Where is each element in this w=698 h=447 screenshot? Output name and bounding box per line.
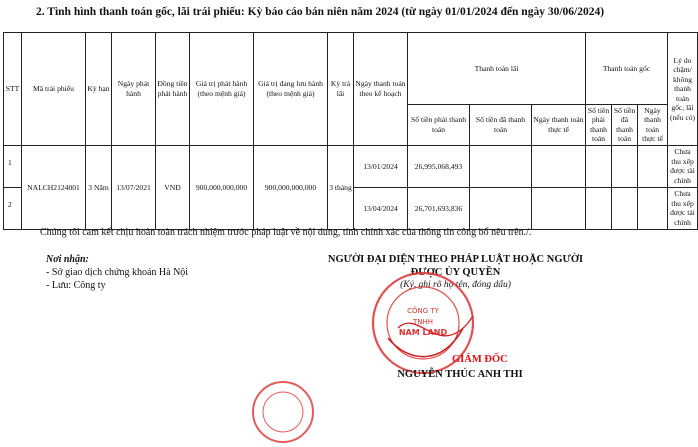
col-stt: STT — [4, 33, 22, 146]
interest-period: 3 tháng — [328, 145, 354, 229]
principal-due — [586, 145, 612, 187]
col-interest-period: Kỳ trả lãi — [328, 33, 354, 146]
stamp-line-2: TNHH — [412, 318, 434, 326]
interest-paid — [470, 187, 532, 229]
col-issue-date: Ngày phát hành — [112, 33, 156, 146]
recipients-title: Nơi nhận: — [46, 254, 89, 265]
seal-stamp-icon — [248, 377, 318, 447]
issue-date: 13/07/2021 — [112, 145, 156, 229]
col-term: Kỳ hạn — [86, 33, 112, 146]
planned-date: 13/01/2024 — [354, 145, 408, 187]
col-currency: Đồng tiền phát hành — [156, 33, 190, 146]
stamp-line-3: NAM LAND — [398, 328, 448, 337]
interest-actual-date — [532, 145, 586, 187]
table-row — [4, 145, 698, 187]
outstanding-value: 900,000,000,000 — [254, 145, 328, 229]
bond-code: NALCH2124001 — [22, 145, 86, 229]
interest-actual-date — [532, 187, 586, 229]
section-heading: 2. Tình hình thanh toán gốc, lãi trái phiếu: Kỳ báo cáo bán niên năm 2024 (từ ngày 01/01/2024 đến ngày 30/06/2024) — [36, 6, 605, 18]
currency: VNĐ — [156, 145, 190, 229]
col-bond-code: Mã trái phiếu — [22, 33, 86, 146]
signer-name: NGUYỄN THÚC ANH THI — [397, 369, 523, 380]
stamp-line-1: CÔNG TY — [407, 307, 439, 315]
principal-actual-date — [638, 145, 668, 187]
col-interest-paid: Số tiền đã thanh toán — [470, 105, 532, 146]
delay-reason: Chưa thu xếp được tài chính — [668, 187, 698, 229]
col-principal-actual-date: Ngày thanh toán thực tế — [638, 105, 668, 146]
planned-date: 13/04/2024 — [354, 187, 408, 229]
interest-paid — [470, 145, 532, 187]
principal-paid — [612, 145, 638, 187]
group-interest-payment: Thanh toán lãi — [408, 33, 586, 105]
col-interest-due: Số tiền phải thanh toán — [408, 105, 470, 146]
term: 3 Năm — [86, 145, 112, 229]
col-planned-date: Ngày thanh toán theo kế hoạch — [354, 33, 408, 146]
commitment-text: Chúng tôi cam kết chịu hoàn toàn trách nhiệm trước pháp luật về nội dung, tính chính xác của thông tin công bố nêu trên./. — [40, 227, 532, 238]
bond-payment-table — [3, 32, 698, 230]
col-delay-reason: Lý do chậm/ không thanh toán gốc, lãi (nếu có) — [668, 33, 698, 146]
issue-value: 900,000,000,000 — [190, 145, 254, 229]
recipient-item: - Lưu: Công ty — [46, 280, 106, 291]
col-interest-actual-date: Ngày thanh toán thực tế — [532, 105, 586, 146]
position-title: GIÁM ĐỐC — [452, 354, 508, 365]
recipient-item: - Sở giao dịch chứng khoán Hà Nội — [46, 267, 189, 278]
col-principal-due: Số tiền phải thanh toán — [586, 105, 612, 146]
group-principal-payment: Thanh toán gốc — [586, 33, 668, 105]
col-principal-paid: Số tiền đã thanh toán — [612, 105, 638, 146]
rep-line-2: ĐƯỢC ỦY QUYỀN — [410, 267, 501, 278]
col-issue-value: Giá trị phát hành (theo mệnh giá) — [190, 33, 254, 146]
row-stt: 2 — [4, 187, 22, 229]
row-stt: 1 — [4, 145, 22, 187]
col-outstanding-value: Giá trị đang lưu hành (theo mệnh giá) — [254, 33, 328, 146]
principal-due — [586, 187, 612, 229]
interest-due: 26,701,693,836 — [408, 187, 470, 229]
interest-due: 26,995,068,493 — [408, 145, 470, 187]
rep-line-1: NGƯỜI ĐẠI DIỆN THEO PHÁP LUẬT HOẶC NGƯỜI — [327, 254, 584, 265]
principal-paid — [612, 187, 638, 229]
recipients-list — [46, 266, 188, 292]
delay-reason: Chưa thu xếp được tài chính — [668, 145, 698, 187]
signature-note: (Ký, ghi rõ họ tên, đóng dấu) — [400, 280, 511, 290]
principal-actual-date — [638, 187, 668, 229]
